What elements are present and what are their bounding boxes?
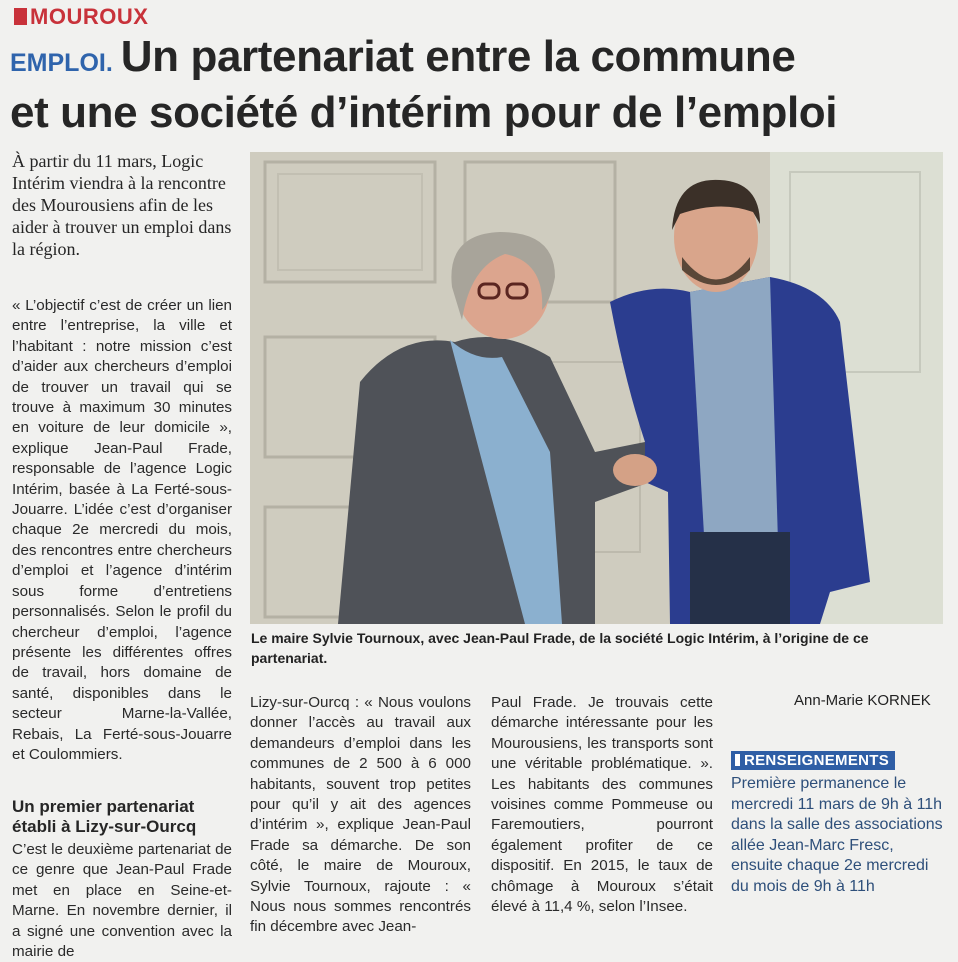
author-byline: Ann-Marie KORNEK [794, 692, 931, 709]
section-label [14, 4, 148, 30]
info-label-text: RENSEIGNEMENTS [744, 752, 890, 769]
subheading: Un premier partenariat établi à Lizy-sur-Ourcq [12, 797, 197, 836]
chapo: À partir du 11 mars, Logic Intérim viendra à la rencontre des Mourousiens afin de les aider à trouver un emploi dans la région. [12, 151, 232, 259]
photo-illustration [250, 152, 943, 624]
body-column-1: « L’objectif c’est de créer un lien entre l’entreprise, la ville et l’habitant : notre mission c’est d’aider aux chercheurs d’emploi de trouver un travail qui se trouve à maximum 30 minutes en voiture de leur domicile », explique Jean-Paul Frade, responsable de l’agence Logic Intérim, basée à La Ferté-sous-Jouarre. L’idée c’est d’organiser chaque 2e mercredi du mois, des rencontres entre chercheurs d’emploi et l’agence d’intérim sous forme d’entretiens personnalisés. Selon le profil du chercheur d’emploi, l’agence présente les différentes offres de travail, hors domaine de santé, disponibles dans le secteur Marne-la-Vallée, Rebais, La Ferté-sous-Jouarre et Coulommiers. [12, 297, 232, 763]
body-column-1-continued: C’est le deuxième partenariat de ce genre que Jean-Paul Frade met en place en Seine-et-Marne. En novembre dernier, il a signé une convention avec la mairie de [12, 841, 232, 961]
section-name: MOUROUX [30, 4, 149, 29]
article-photo [250, 152, 943, 624]
info-marker [735, 754, 740, 766]
headline-line-1: Un partenariat entre la commune [120, 32, 796, 81]
headline-line-2: et une société d’intérim pour de l’emploi [10, 88, 838, 137]
info-box-label [731, 751, 895, 770]
section-marker [14, 8, 27, 25]
kicker: EMPLOI. [10, 49, 113, 77]
body-column-3: Paul Frade. Je trouvais cette démarche intéressante pour les Mourousiens, les transports sont une véritable problématique. ». Les habitants des communes voisines comme Pommeuse ou Faremoutiers, pourront également profiter de ce dispositif. En 2015, le taux de chômage à Mouroux s’était élevé à 11,4 %, selon l’Insee. [491, 694, 713, 916]
photo-caption: Le maire Sylvie Tournoux, avec Jean-Paul Frade, de la société Logic Intérim, à l’origine de ce partenariat. [251, 630, 869, 666]
body-column-2: Lizy-sur-Ourcq : « Nous voulons donner l’accès au travail aux demandeurs d’emploi dans les communes de 2 500 à 6 000 habitants, souvent trop petites pour qu’il y ait des agences d’intérim », explique Jean-Paul Frade sa démarche. De son côté, le maire de Mouroux, Sylvie Tournoux, rajoute : « Nous nous sommes rencontrés fin décembre avec Jean- [250, 694, 471, 936]
info-box-text: Première permanence le mercredi 11 mars de 9h à 11h dans la salle des associations allée Jean-Marc Fresc, ensuite chaque 2e mercredi du mois de 9h à 11h [731, 775, 943, 895]
headline [10, 32, 955, 138]
